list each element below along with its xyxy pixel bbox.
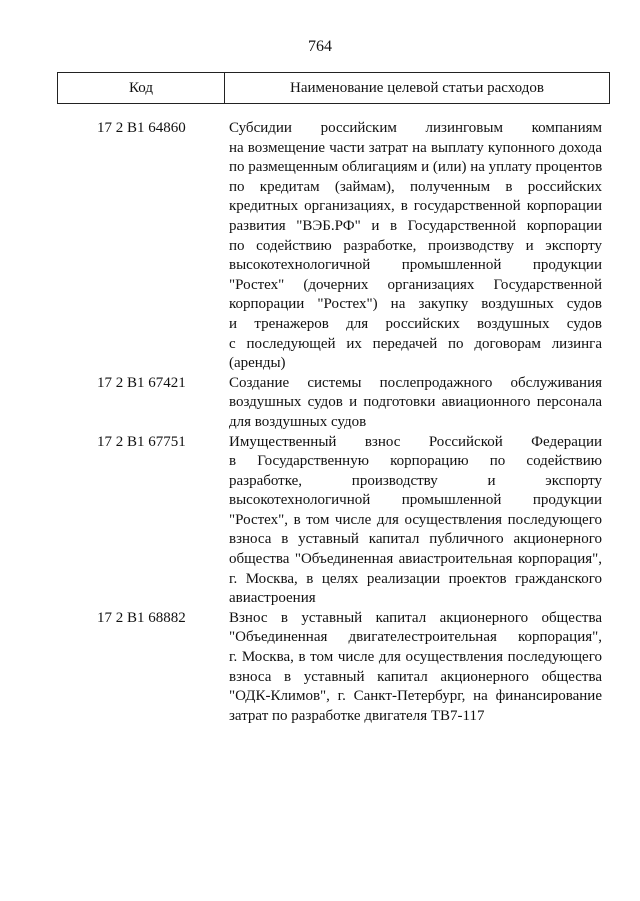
row-description	[229, 119, 602, 374]
description-line: авиастроения	[229, 590, 316, 607]
description-line: взноса в уставный капитал публичного акционерного	[229, 531, 602, 548]
description-line: (аренды)	[229, 355, 286, 372]
description-line: взноса в уставный капитал акционерного общества	[229, 668, 602, 685]
table-row	[0, 119, 640, 374]
description-line: для воздушных судов	[229, 413, 367, 430]
description-line: Субсидии российским лизинговым компаниям	[229, 120, 602, 136]
row-description	[229, 433, 602, 609]
description-line: по кредитам (займам), полученным в российских	[229, 178, 602, 195]
table-row	[0, 609, 640, 727]
page-number: 764	[308, 38, 332, 55]
description-line: воздушных судов и подготовки авиационного персонала	[229, 394, 602, 411]
description-line: по содействию разработке, производству и экспорту	[229, 237, 602, 254]
row-description	[229, 374, 602, 433]
description-line: на возмещение части затрат на выплату купонного дохода	[229, 139, 602, 156]
description-line: с последующей их передачей по договорам лизинга	[229, 335, 602, 352]
description-line: развития "ВЭБ.РФ" и в Государственной корпорации	[229, 217, 602, 234]
description-line: затрат по разработке двигателя ТВ7-117	[229, 707, 485, 724]
description-line: и тренажеров для российских воздушных судов	[229, 315, 602, 332]
row-code: 17 2 B1 67751	[97, 433, 186, 450]
table-header	[57, 72, 610, 104]
description-line: г. Москва, в целях реализации проектов гражданского	[229, 570, 602, 587]
table-row	[0, 374, 640, 433]
description-line: высокотехнологичной промышленной продукции	[229, 492, 602, 509]
budget-rows	[0, 119, 640, 726]
description-line: "Ростех" (дочерних организациях Государственной	[229, 276, 602, 293]
description-line: высокотехнологичной промышленной продукции	[229, 257, 602, 274]
description-line: в Государственную корпорацию по содействию	[229, 453, 602, 470]
description-line: "ОДК-Климов", г. Санкт-Петербург, на финансирование	[229, 688, 602, 705]
description-line: Создание системы послепродажного обслуживания	[229, 374, 602, 391]
description-line: кредитных организациях, в государственной корпорации	[229, 198, 602, 215]
header-name-column: Наименование целевой статьи расходов	[290, 80, 544, 96]
row-code: 17 2 B1 67421	[97, 374, 186, 391]
description-line: "Объединенная двигателестроительная корпорация",	[229, 629, 602, 646]
description-line: общества "Объединенная авиастроительная корпорация",	[229, 551, 602, 568]
description-line: корпорации "Ростех") на закупку воздушных судов	[229, 296, 602, 313]
description-line: по размещенным облигациям и (или) на уплату процентов	[229, 159, 603, 176]
row-code: 17 2 B1 64860	[97, 120, 186, 136]
description-line: "Ростех", в том числе для осуществления последующего	[229, 511, 602, 528]
description-line: разработке, производству и экспорту	[229, 472, 602, 489]
table-row	[0, 433, 640, 609]
description-line: Взнос в уставный капитал акционерного общества	[229, 609, 602, 626]
row-description	[229, 609, 602, 727]
row-code: 17 2 B1 68882	[97, 609, 186, 626]
header-code-column: Код	[58, 73, 225, 103]
description-line: г. Москва, в том числе для осуществления последующего	[229, 649, 602, 666]
description-line: Имущественный взнос Российской Федерации	[229, 433, 602, 450]
